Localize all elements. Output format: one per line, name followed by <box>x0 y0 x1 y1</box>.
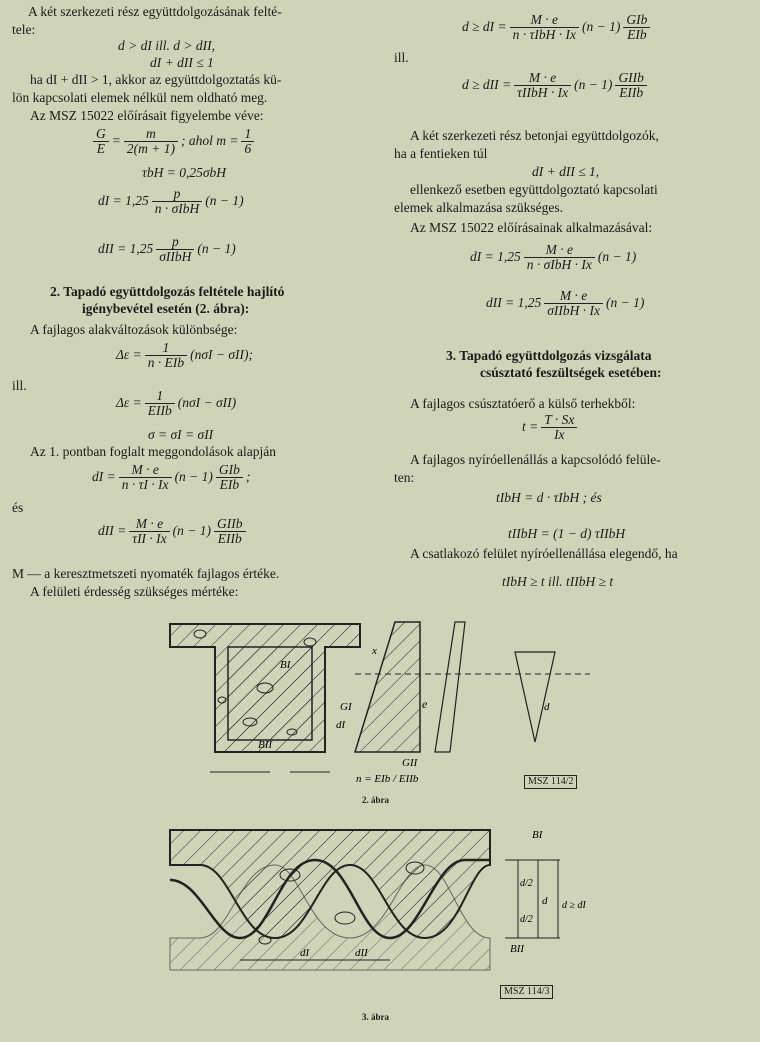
fig2-label-e: e <box>422 697 428 711</box>
eq-sigma: σ = σI = σII <box>148 427 214 442</box>
r-para-1a: A két szerkezeti rész betonjai együttdolgozók, <box>410 128 659 143</box>
fig2-label-bi: BI <box>280 659 291 671</box>
eq-d1: dI = 1,25 $\frac{p}{\text{n · σIbH}}$ (n − 1) <box>98 186 244 217</box>
r-para-5b: ten: <box>394 470 415 485</box>
eq-d2: dII = 1,25 $\frac{p}{\text{σIIbH}}$ (n − 1) <box>98 234 236 265</box>
fig3-label-bii: BII <box>510 943 525 955</box>
fig2-label-gii: GII <box>402 757 418 769</box>
fig2-caption: 2. ábra <box>362 795 389 805</box>
es-left: és <box>12 500 24 515</box>
fig3-label-dge: d ≥ dI <box>562 900 586 911</box>
para-4: A fajlagos alakváltozások különbsége: <box>30 322 238 337</box>
fig3-label-d2-bottom: d/2 <box>520 914 533 925</box>
figure-2-drawing <box>160 612 610 802</box>
para-6: M — a keresztmetszeti nyomaték fajlagos értéke. <box>12 566 280 581</box>
fig2-stamp: MSZ 114/2 <box>524 775 577 789</box>
eq-g-over-e: $\frac{G}{E}$ = $\frac{m}{2(m + 1)}$ ; ahol m = $\frac{1}{6}$ <box>90 126 257 156</box>
r-para-2b: elemek alkalmazása szükséges. <box>394 200 564 215</box>
ill-left: ill. <box>12 378 27 393</box>
heading-2b: igénybevétel esetén (2. ábra): <box>82 301 250 316</box>
para-2b: lön kapcsolati elemek nélkül nem oldható meg. <box>12 90 268 105</box>
r-para-3: Az MSZ 15022 előírásainak alkalmazásával: <box>410 220 653 235</box>
fig2-label-x: x <box>372 645 377 657</box>
r-para-4: A fajlagos csúsztatóerő a külső terhekből: <box>410 396 636 411</box>
r-para-2a: ellenkező esetben együttdolgoztató kapcsolati <box>410 182 658 197</box>
r-para-1b: ha a fentieken túl <box>394 146 488 161</box>
eq-t: t = $\frac{T \cdot Sx}{Ix}$ <box>522 412 580 442</box>
r-cond: dI + dII ≤ 1, <box>532 164 600 179</box>
eq-r1: d ≥ dI = $\frac{M \cdot e}{\text{n · τIbH · Ix}}$ (n − 1) $\frac{\text{GIb}}{\text{EIb}}$ <box>462 12 653 42</box>
fig2-label-di: dI <box>336 719 346 731</box>
fig3-label-d2-top: d/2 <box>520 878 533 889</box>
eq-dI: dI = $\frac{M \cdot e}{n \cdot \tau I \cdot Ix}$ (n − 1) $\frac{\text{GIb}}{\text{EIb}}$ ; <box>92 462 251 493</box>
eq-tb1: tIbH = d · τIbH ; és <box>496 490 602 505</box>
fig3-label-d: d <box>542 895 548 907</box>
para-5: Az 1. pontban foglalt meggondolások alapján <box>30 444 276 459</box>
fig3-label-bi: BI <box>532 829 543 841</box>
fig3-caption: 3. ábra <box>362 1012 389 1022</box>
fig3-label-di: dI <box>300 947 310 959</box>
para-3: Az MSZ 15022 előírásait figyelembe véve: <box>30 108 264 123</box>
fig2-label-bii: BII <box>258 739 273 751</box>
fig2-label-d: d <box>544 701 550 713</box>
figure-3-drawing <box>160 820 586 990</box>
heading-3a: 3. Tapadó együttdolgozás vizsgálata <box>446 348 652 363</box>
fig3-label-dii: dII <box>355 947 368 959</box>
heading-2a: 2. Tapadó együttdolgozás feltétele hajlító <box>50 284 285 299</box>
eq-rb: dII = 1,25 $\frac{M \cdot e}{\text{σIIbH · Ix}}$ (n − 1) <box>486 288 645 319</box>
eq-final: tIbH ≥ t ill. tIIbH ≥ t <box>502 574 614 589</box>
para-2a: ha dI + dII > 1, akkor az együttdolgoztatás kü- <box>30 72 282 87</box>
r-para-5a: A fajlagos nyíróellenállás a kapcsolódó felüle- <box>410 452 661 467</box>
para-1b: tele: <box>12 22 36 37</box>
cond-2: dI + dII ≤ 1 <box>150 55 214 70</box>
para-7: A felületi érdesség szükséges mértéke: <box>30 584 239 599</box>
ill-right: ill. <box>394 50 409 65</box>
eq-delta-eps-1: Δε = $\frac{1}{\text{n · EIb}}$ (nσI − σII); <box>116 340 254 371</box>
eq-r2: d ≥ dII = $\frac{M \cdot e}{\text{τIIbH · Ix}}$ (n − 1) $\frac{\text{GIIb}}{\text{EIIb}}$ <box>462 70 650 100</box>
para-1a: A két szerkezeti rész együttdolgozásának felté- <box>28 4 282 19</box>
r-para-6: A csatlakozó felület nyíróellenállása elegendő, ha <box>410 546 678 561</box>
eq-dII: dII = $\frac{M \cdot e}{\text{τII · Ix}}$ (n − 1) $\frac{\text{GIIb}}{\text{EIIb}}$ <box>98 516 249 546</box>
fig3-stamp: MSZ 114/3 <box>500 985 553 999</box>
eq-ra: dI = 1,25 $\frac{M \cdot e}{\text{n · σIbH · Ix}}$ (n − 1) <box>470 242 637 273</box>
fig2-label-n: n = EIb / EIIb <box>356 773 419 785</box>
eq-tau: τbH = 0,25σbH <box>142 165 226 180</box>
heading-3b: csúsztató feszültségek esetében: <box>480 365 662 380</box>
eq-delta-eps-2: Δε = $\frac{1}{\text{EIIb}}$ (nσI − σII) <box>116 388 237 419</box>
eq-tb2: tIIbH = (1 − d) τIIbH <box>508 526 626 541</box>
fig2-label-gi: GI <box>340 701 352 713</box>
cond-1: d > dI ill. d > dII, <box>118 38 215 53</box>
